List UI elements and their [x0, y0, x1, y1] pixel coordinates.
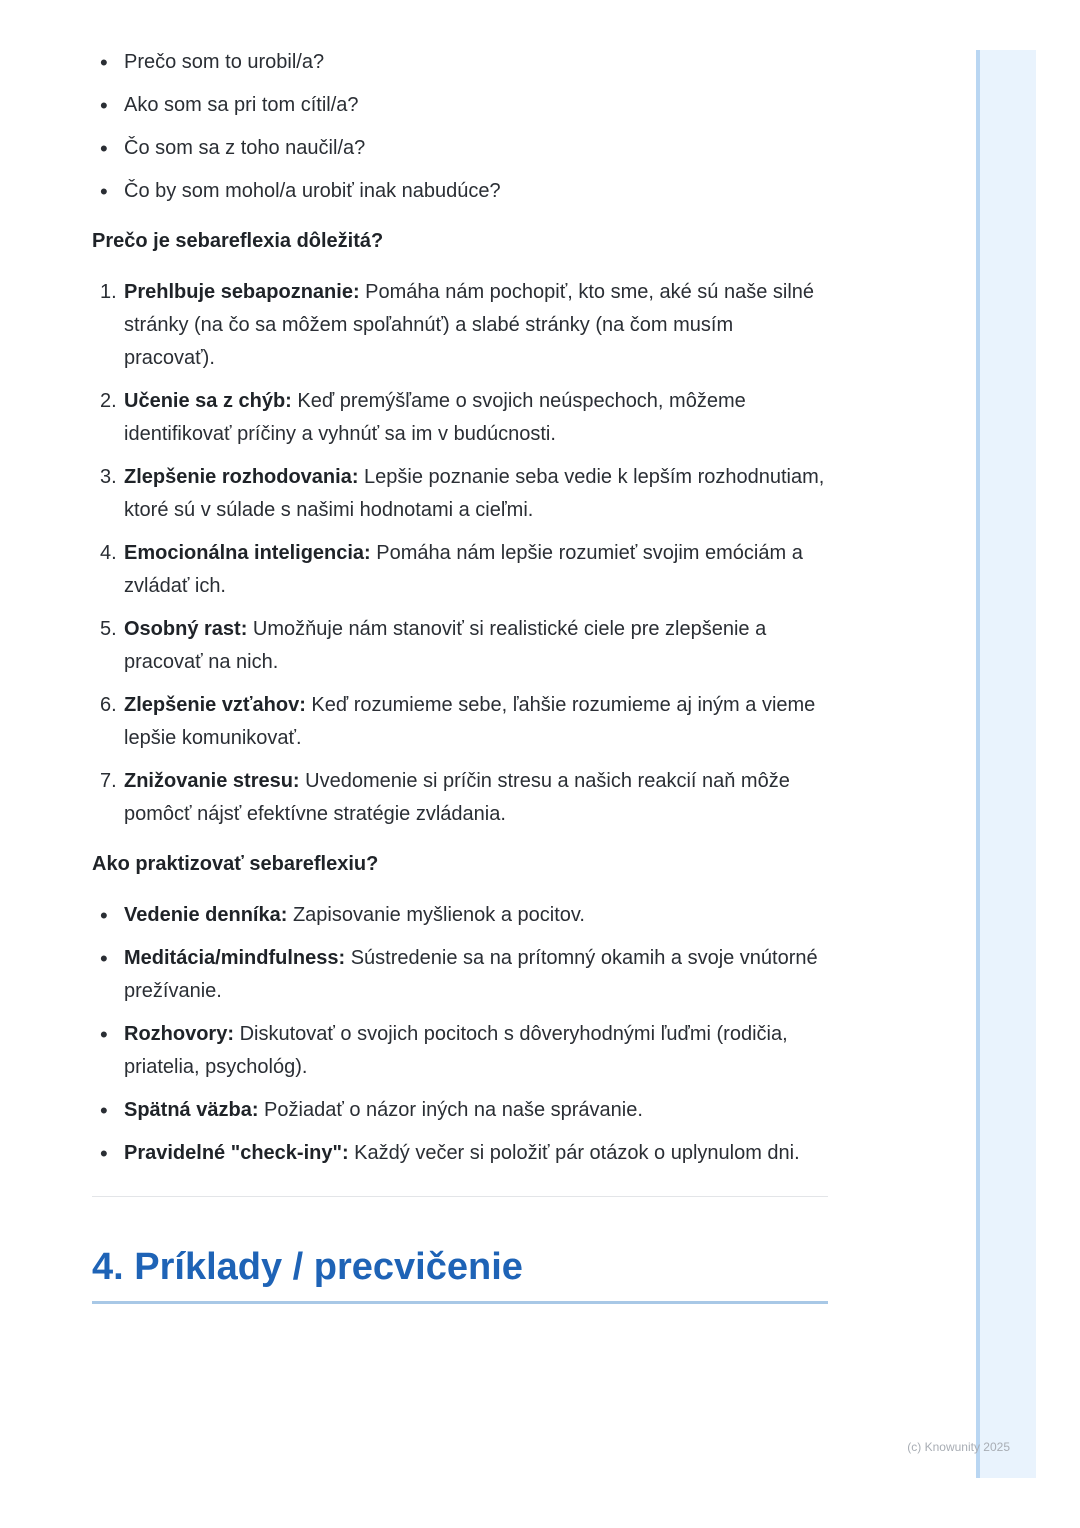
- item-term: Učenie sa z chýb:: [124, 390, 292, 412]
- item-term: Spätná väzba:: [124, 1099, 259, 1121]
- list-item: [92, 132, 828, 165]
- item-term: Znižovanie stresu:: [124, 770, 300, 792]
- side-panel: [976, 50, 1036, 1478]
- list-item: [92, 1137, 828, 1170]
- item-text: Diskutovať o svojich pocitoch s dôveryhodnými ľuďmi (rodičia, priatelia, psychológ).: [124, 1023, 788, 1078]
- document-content: [92, 46, 828, 1304]
- item-term: Osobný rast:: [124, 618, 248, 640]
- item-number: 4.: [100, 542, 117, 564]
- item-text: Požiadať o názor iných na naše správanie.: [264, 1099, 643, 1121]
- how-heading: Ako praktizovať sebareflexiu?: [92, 853, 379, 875]
- list-item: [92, 942, 828, 1008]
- list-item-text: Čo som sa z toho naučil/a?: [124, 137, 366, 159]
- item-text: Umožňuje nám stanoviť si realistické ciele pre zlepšenie a pracovať na nich.: [124, 618, 767, 673]
- list-item: [92, 1018, 828, 1084]
- list-item: [92, 276, 828, 375]
- item-term: Prehlbuje sebapoznanie:: [124, 281, 360, 303]
- item-text: Uvedomenie si príčin stresu a našich reakcií naň môže pomôcť nájsť efektívne stratégie zvládania.: [124, 770, 790, 825]
- item-number: 1.: [100, 281, 117, 303]
- item-term: Meditácia/mindfulness:: [124, 947, 346, 969]
- list-item-text: Prečo som to urobil/a?: [124, 51, 325, 73]
- list-item: [92, 899, 828, 932]
- item-term: Pravidelné "check-iny":: [124, 1142, 349, 1164]
- list-item: [92, 89, 828, 122]
- item-number: 5.: [100, 618, 117, 640]
- list-item: [92, 385, 828, 451]
- item-text: Keď premýšľame o svojich neúspechoch, môžeme identifikovať príčiny a vyhnúť sa im v budúcnosti.: [124, 390, 746, 445]
- list-item: [92, 461, 828, 527]
- item-text: Lepšie poznanie seba vedie k lepším rozhodnutiam, ktoré sú v súlade s našimi hodnotami a cieľmi.: [124, 466, 825, 521]
- how-list: [92, 899, 828, 1170]
- list-item: [92, 689, 828, 755]
- list-item-text: Ako som sa pri tom cítil/a?: [124, 94, 359, 116]
- list-item: [92, 46, 828, 79]
- item-text: Každý večer si položiť pár otázok o uplynulom dni.: [354, 1142, 800, 1164]
- item-number: 3.: [100, 466, 117, 488]
- section-title: 4. Príklady / precvičenie: [92, 1243, 828, 1304]
- intro-question-list: [92, 46, 828, 208]
- list-item: [92, 613, 828, 679]
- list-item-text: Čo by som mohol/a urobiť inak nabudúce?: [124, 180, 501, 202]
- list-item: [92, 175, 828, 208]
- why-list: [92, 276, 828, 831]
- item-text: Zapisovanie myšlienok a pocitov.: [292, 904, 585, 926]
- item-text: Sústredenie sa na prítomný okamih a svoje vnútorné prežívanie.: [124, 947, 818, 1002]
- item-text: Keď rozumieme sebe, ľahšie rozumieme aj iným a vieme lepšie komunikovať.: [124, 694, 816, 749]
- item-text: Pomáha nám lepšie rozumieť svojim emóciám a zvládať ich.: [124, 542, 803, 597]
- list-item: [92, 1094, 828, 1127]
- item-number: 2.: [100, 390, 117, 412]
- why-heading: Prečo je sebareflexia dôležitá?: [92, 230, 384, 252]
- item-number: 6.: [100, 694, 117, 716]
- list-item: [92, 765, 828, 831]
- section-divider: [92, 1196, 828, 1197]
- item-term: Vedenie denníka:: [124, 904, 288, 926]
- item-term: Emocionálna inteligencia:: [124, 542, 371, 564]
- item-term: Rozhovory:: [124, 1023, 234, 1045]
- item-term: Zlepšenie rozhodovania:: [124, 466, 359, 488]
- item-number: 7.: [100, 770, 117, 792]
- list-item: [92, 537, 828, 603]
- item-term: Zlepšenie vzťahov:: [124, 694, 306, 716]
- copyright-footer: (c) Knowunity 2025: [907, 1440, 1010, 1454]
- item-text: Pomáha nám pochopiť, kto sme, aké sú naše silné stránky (na čo sa môžem spoľahnúť) a slabé stránky (na čom musím pracovať).: [124, 281, 815, 369]
